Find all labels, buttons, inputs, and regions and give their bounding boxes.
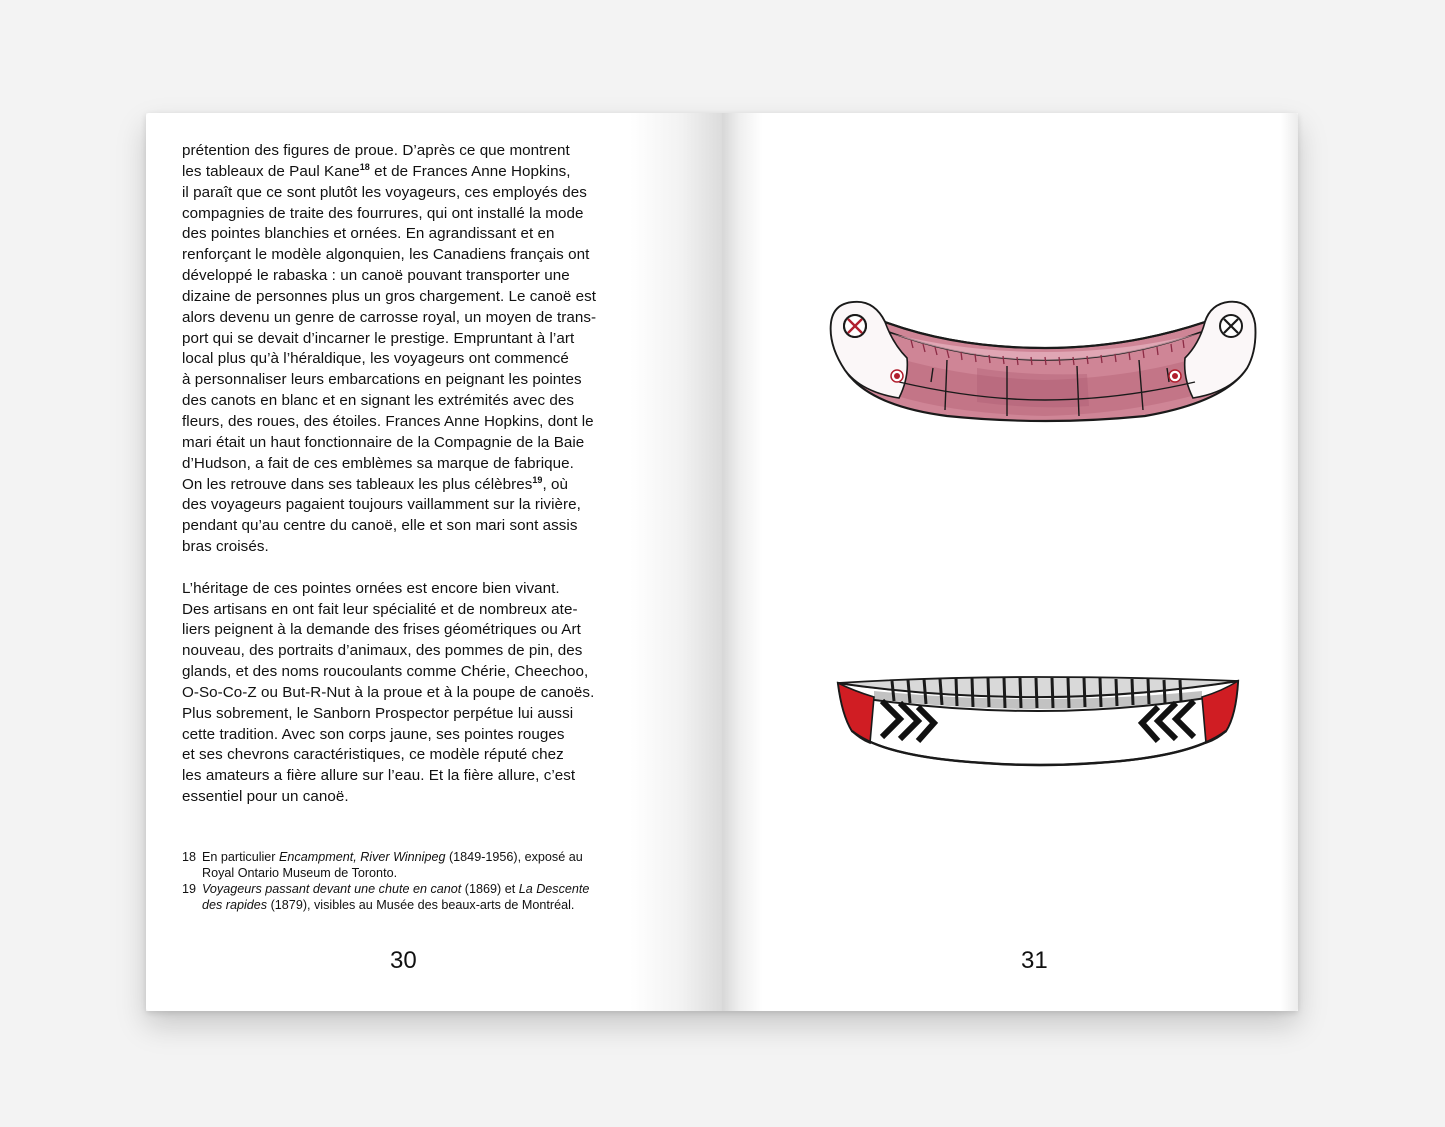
white-bow — [831, 302, 908, 398]
text-line: dizaine de personnes plus un gros chargement. Le canoë est — [182, 287, 597, 305]
book-spread — [146, 113, 1298, 1011]
page-number-left: 30 — [390, 947, 417, 974]
footnote-line: Royal Ontario Museum de Toronto. — [202, 866, 398, 880]
text-line: O-So-Co-Z ou But-R-Nut à la proue et à la poupe de canoës. — [182, 683, 595, 701]
text-line: fleurs, des roues, des étoiles. Frances Anne Hopkins, dont le — [182, 412, 594, 430]
paragraph-1 — [182, 141, 642, 558]
text-line: Plus sobrement, le Sanborn Prospector perpétue lui aussi — [182, 704, 574, 722]
text-line: essentiel pour un canoë. — [182, 788, 349, 806]
footnote-line: des rapides (1879), visibles au Musée des beaux-arts de Montréal. — [202, 898, 575, 912]
text-line: des pointes blanchies et ornées. En agrandissant et en — [182, 225, 555, 243]
right-page — [722, 113, 1298, 1011]
footnote-line: Voyageurs passant devant une chute en canot (1869) et La Descente — [202, 882, 590, 896]
text-line: des canots en blanc et en signant les extrémités avec des — [182, 392, 575, 410]
chevron-canoe-illustration — [834, 675, 1240, 771]
text-line: pendant qu’au centre du canoë, elle et son mari sont assis — [182, 517, 578, 535]
wheel-emblem-left — [844, 315, 866, 337]
paragraph-2 — [182, 579, 642, 808]
text-line: nouveau, des portraits d’animaux, des pommes de pin, des — [182, 642, 583, 660]
text-line: les amateurs a fière allure sur l’eau. Et la fière allure, c’est — [182, 767, 576, 785]
pink-canoe-illustration — [827, 298, 1263, 428]
text-line: glands, et des noms roucoulants comme Chérie, Cheechoo, — [182, 663, 589, 681]
text-line: cette tradition. Avec son corps jaune, ses pointes rouges — [182, 725, 565, 743]
footnote-reference: 19 — [532, 474, 543, 485]
wheel-emblem-right — [1220, 315, 1242, 337]
text-line: des voyageurs pagaient toujours vaillamment sur la rivière, — [182, 496, 581, 514]
white-stern — [1185, 302, 1256, 398]
text-line: local plus qu’à l’héraldique, les voyageurs ont commencé — [182, 350, 569, 368]
text-line: mari était un haut fonctionnaire de la Compagnie de la Baie — [182, 433, 585, 451]
text-line: prétention des figures de proue. D’après ce que montrent — [182, 142, 570, 159]
text-line: compagnies de traite des fourrures, qui ont installé la mode — [182, 204, 584, 222]
text-line: développé le rabaska : un canoë pouvant transporter une — [182, 267, 570, 285]
page-number-right: 31 — [1021, 947, 1048, 974]
text-line: il paraît que ce sont plutôt les voyageurs, ces employés des — [182, 183, 587, 201]
text-line: Des artisans en ont fait leur spécialité et de nombreux ate- — [182, 600, 578, 618]
footnote-19 — [182, 881, 642, 913]
text-line: renforçant le modèle algonquien, les Canadiens français ont — [182, 246, 590, 264]
text-line: et ses chevrons caractéristiques, ce modèle réputé chez — [182, 746, 564, 764]
footnote-line: En particulier Encampment, River Winnipeg (1849-1956), exposé au — [202, 850, 583, 864]
footnotes — [182, 849, 642, 913]
text-line: On les retrouve dans ses tableaux les plus célèbres$^{19}$, où — [182, 474, 569, 493]
footnote-reference: 18 — [359, 161, 370, 172]
text-line: à personnaliser leurs embarcations en peignant les pointes — [182, 371, 582, 389]
text-line: port qui se devait d’incarner le prestige. Empruntant à l’art — [182, 329, 575, 347]
text-line: bras croisés. — [182, 538, 269, 556]
body-text — [182, 141, 642, 808]
text-line: L’héritage de ces pointes ornées est encore bien vivant. — [182, 579, 560, 597]
text-line: alors devenu un genre de carrosse royal, un moyen de trans- — [182, 308, 597, 326]
left-page — [146, 113, 722, 1011]
footnote-18 — [182, 849, 642, 881]
text-line: les tableaux de Paul Kane$^{18}$ et de Frances Anne Hopkins, — [182, 161, 571, 180]
footnote-number: 18 — [182, 850, 197, 864]
text-line: liers peignent à la demande des frises géométriques ou Art — [182, 621, 581, 639]
text-line: d’Hudson, a fait de ces emblèmes sa marque de fabrique. — [182, 454, 574, 472]
footnote-number: 19 — [182, 882, 197, 896]
